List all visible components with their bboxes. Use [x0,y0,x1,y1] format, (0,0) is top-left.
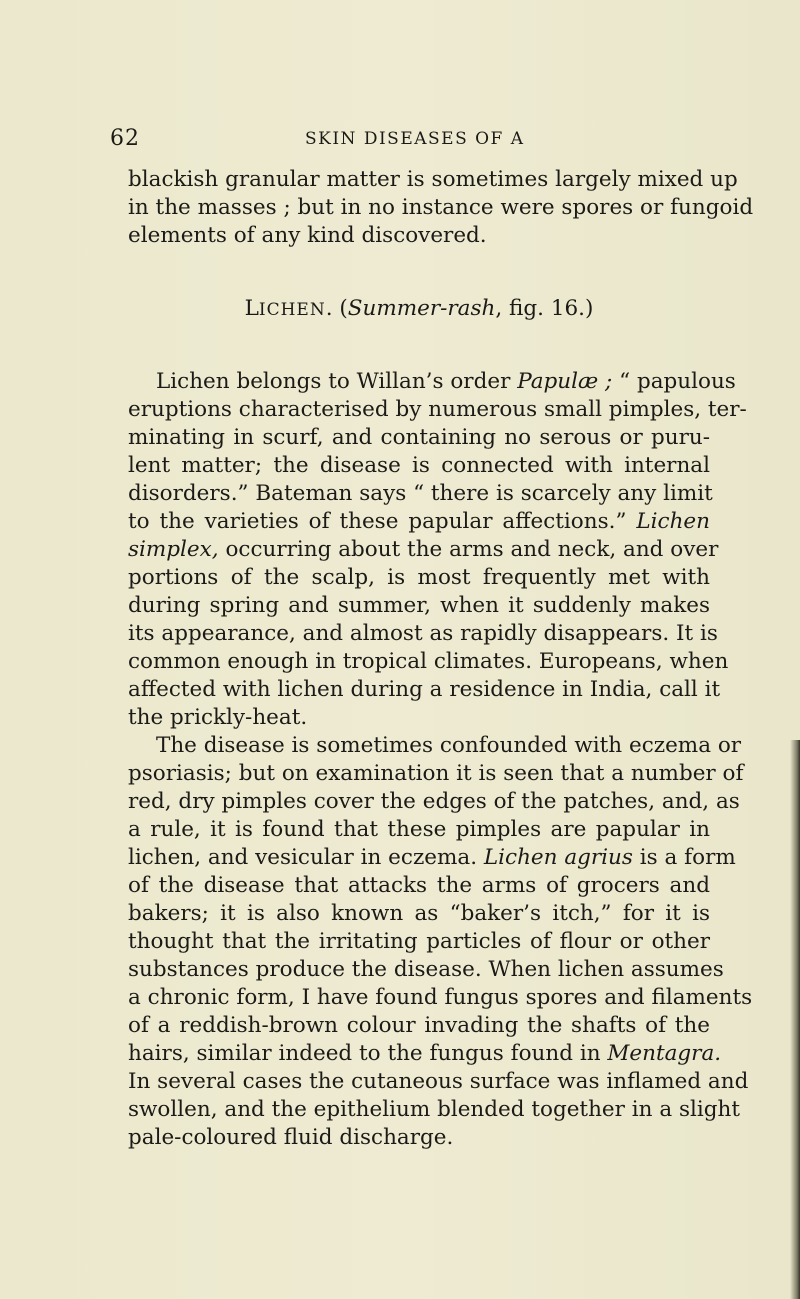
text-line: common enough in tropical climates. Europeans, when [128,649,729,674]
text-line: of the disease that attacks the arms of grocers and [128,873,710,898]
text-line: The disease is sometimes confounded with eczema or [156,733,742,758]
text-line: substances produce the disease. When lichen assumes [128,957,724,982]
text-run: to the varieties of these papular affections.” [128,509,637,534]
italic-term: simplex, [128,537,219,562]
text-line: In several cases the cutaneous surface was inflamed and [128,1069,749,1094]
text-line: minating in scurf, and containing no serous or puru- [128,425,710,450]
text-run: lichen, and vesicular in eczema. [128,845,484,870]
text-line: swollen, and the epithelium blended together in a slight [128,1097,741,1122]
paragraph-2 [128,368,747,732]
heading-italic: Summer-rash [347,296,496,321]
italic-term: Lichen [636,509,710,534]
text-line: in the masses ; but in no instance were spores or fungoid [128,195,754,220]
body-text [128,166,754,1152]
page-header [110,126,710,156]
text-line: affected with lichen during a residence in India, call it [128,677,721,702]
text-line: pale-coloured fluid discharge. [128,1125,454,1150]
running-head: SKIN DISEASES OF A [305,129,525,149]
text-line: eruptions characterised by numerous small pimples, ter- [128,397,747,422]
text-run: occurring about the arms and neck, and over [218,537,719,562]
text-line: of a reddish-brown colour invading the shafts of the [128,1013,710,1038]
text-line: blackish granular matter is sometimes largely mixed up [128,167,738,192]
paragraph-3 [128,732,753,1152]
text-run: “ papulous [612,369,736,394]
text-run: is a form [632,845,736,870]
text-line: disorders.” Bateman says “ there is scarcely any limit [128,481,713,506]
text-line [128,368,736,396]
text-line: a rule, it is found that these pimples are papular in [128,817,710,842]
italic-term: Papulæ ; [517,369,613,394]
text-line: its appearance, and almost as rapidly disappears. It is [128,621,718,646]
text-line: the prickly-heat. [128,705,308,730]
italic-term: Mentagra. [607,1041,722,1066]
text-line: lent matter; the disease is connected with internal [128,453,710,478]
paragraph-1 [128,166,754,250]
text-line: red, dry pimples cover the edges of the patches, and, as [128,789,740,814]
page-edge-shadow [790,740,800,1299]
text-line: psoriasis; but on examination it is seen that a number of [128,761,744,786]
italic-term: Lichen agrius [483,845,633,870]
text-line: elements of any kind discovered. [128,223,487,248]
text-line: during spring and summer, when it suddenly makes [128,593,710,618]
text-line [128,508,710,536]
heading-small-caps: ICHEN [258,300,326,320]
text-line [128,1040,722,1068]
text-line: thought that the irritating particles of flour or other [128,929,710,954]
heading-paren: . ( [325,296,348,321]
text-run: Lichen belongs to Willan’s order [156,369,518,394]
section-heading [128,295,710,323]
heading-initial: L [244,296,259,321]
page-number: 62 [110,126,140,151]
text-line: bakers; it is also known as “baker’s itch,” for it is [128,901,710,926]
heading-fig-ref: , fig. 16.) [495,296,594,321]
text-line [128,844,736,872]
text-line: a chronic form, I have found fungus spores and filaments [128,985,753,1010]
text-line [128,536,719,564]
text-line: portions of the scalp, is most frequently met with [128,565,710,590]
text-run: hairs, similar indeed to the fungus found in [128,1041,608,1066]
